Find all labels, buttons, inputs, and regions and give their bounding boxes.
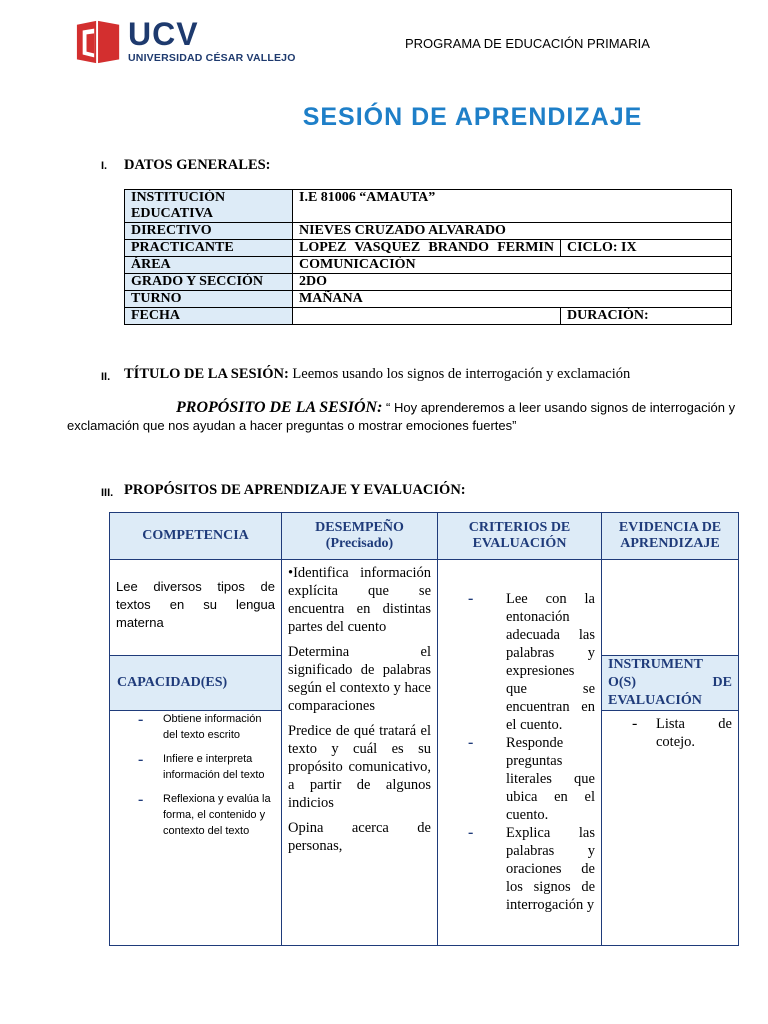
session-title-text: Leemos usando los signos de interrogación y exclamación [288, 366, 631, 382]
directivo-value: NIEVES CRUZADO ALVARADO [293, 223, 732, 240]
capacidad-item: - Obtiene información del texto escrito [138, 711, 262, 741]
criterios-cell [438, 560, 602, 946]
desempeno-item: •Identifica información explícita que se encuentra en distintas partes del cuento [288, 565, 431, 635]
list-dash: - [632, 715, 638, 732]
propositos-table [109, 512, 739, 946]
capacidad-item: - Infiere e interpreta información del texto [138, 751, 265, 781]
desempeno-cell [282, 560, 438, 946]
grado-value: 2DO [293, 274, 732, 291]
ucv-logo-emblem [75, 18, 123, 68]
turno-label: TURNO [125, 291, 293, 308]
list-dash: - [138, 711, 144, 728]
list-dash: - [138, 791, 144, 808]
directivo-label: DIRECTIVO [125, 223, 293, 240]
area-label: ÁREA [125, 257, 293, 274]
duracion-label: DURACIÓN: [561, 308, 732, 325]
area-value: COMUNICACIÓN [293, 257, 732, 274]
proposito-label: PROPÓSITO DE LA SESIÓN: [176, 399, 383, 416]
section-2-block [124, 366, 664, 382]
desempeno-item: Predice de qué tratará el texto y cuál es su propósito comunicativo, a partir de algunos indicios [288, 723, 431, 811]
desempeno-header: DESEMPEÑO (Precisado) [282, 513, 438, 560]
proposito-block [67, 399, 767, 435]
practicante-value: LOPEZ VASQUEZ BRANDO FERMIN [293, 240, 561, 257]
section-1-number: I. [101, 160, 108, 172]
list-dash: - [468, 734, 474, 751]
datos-generales-table [124, 189, 732, 325]
instrumentos-header: INSTRUMENT O(S) DE EVALUACIÓN [602, 656, 739, 711]
desempeno-item: Determina el significado de palabras según el contexto y hace comparaciones [288, 644, 431, 714]
competencia-cell [110, 560, 282, 656]
criterios-header: CRITERIOS DE EVALUACIÓN [438, 513, 602, 560]
list-dash: - [138, 751, 144, 768]
logo-subtitle: UNIVERSIDAD CÉSAR VALLEJO [128, 52, 296, 64]
capacidad-item: - Reflexiona y evalúa la forma, el contenido y contexto del texto [138, 791, 271, 837]
section-2-number: II. [101, 371, 111, 383]
capacidades-cell [110, 711, 282, 946]
criterio-item: - Responde preguntas literales que ubica en el cuento. [444, 734, 595, 824]
section-3-title: PROPÓSITOS DE APRENDIZAJE Y EVALUACIÓN: [124, 482, 466, 498]
institucion-label: INSTITUCIÓN EDUCATIVA [125, 190, 293, 223]
desempeno-item: Opina acerca de personas, [288, 820, 431, 854]
section-1-title: DATOS GENERALES: [124, 157, 271, 173]
grado-label: GRADO Y SECCIÓN [125, 274, 293, 291]
practicante-label: PRACTICANTE [125, 240, 293, 257]
fecha-label: FECHA [125, 308, 293, 325]
competencia-text: Lee diversos tipos de textos en su lengua materna [116, 579, 275, 630]
instrumentos-cell [602, 711, 739, 946]
criterio-item: - Explica las palabras y oraciones de los signos de interrogación y [444, 824, 595, 914]
program-name: PROGRAMA DE EDUCACIÓN PRIMARIA [405, 36, 650, 51]
section-3-number: III. [101, 487, 114, 499]
list-dash: - [468, 824, 474, 841]
page-title: SESIÓN DE APRENDIZAJE [302, 103, 643, 131]
logo-wordmark: UCV [128, 16, 199, 52]
competencia-header: COMPETENCIA [110, 513, 282, 560]
evidencia-cell [602, 560, 739, 656]
criterio-item: - Lee con la entonación adecuada las palabras y expresiones que se encuentran en el cuento. [444, 590, 595, 734]
turno-value: MAÑANA [293, 291, 732, 308]
list-dash: - [468, 590, 474, 607]
capacidades-header: CAPACIDAD(ES) [110, 656, 282, 711]
section-2-title: TÍTULO DE LA SESIÓN: [124, 366, 289, 382]
evidencia-header: EVIDENCIA DE APRENDIZAJE [602, 513, 739, 560]
institucion-value: I.E 81006 “AMAUTA” [293, 190, 732, 223]
fecha-value[interactable] [293, 308, 561, 325]
ciclo-value: CICLO: IX [561, 240, 732, 257]
instrumento-item: - Lista de cotejo. [608, 715, 732, 751]
proposito-text: “ Hoy aprenderemos a leer usando signos de interrogación y exclamación que nos ayudan a hacer preguntas o mostrar emociones fuertes” [67, 400, 736, 433]
